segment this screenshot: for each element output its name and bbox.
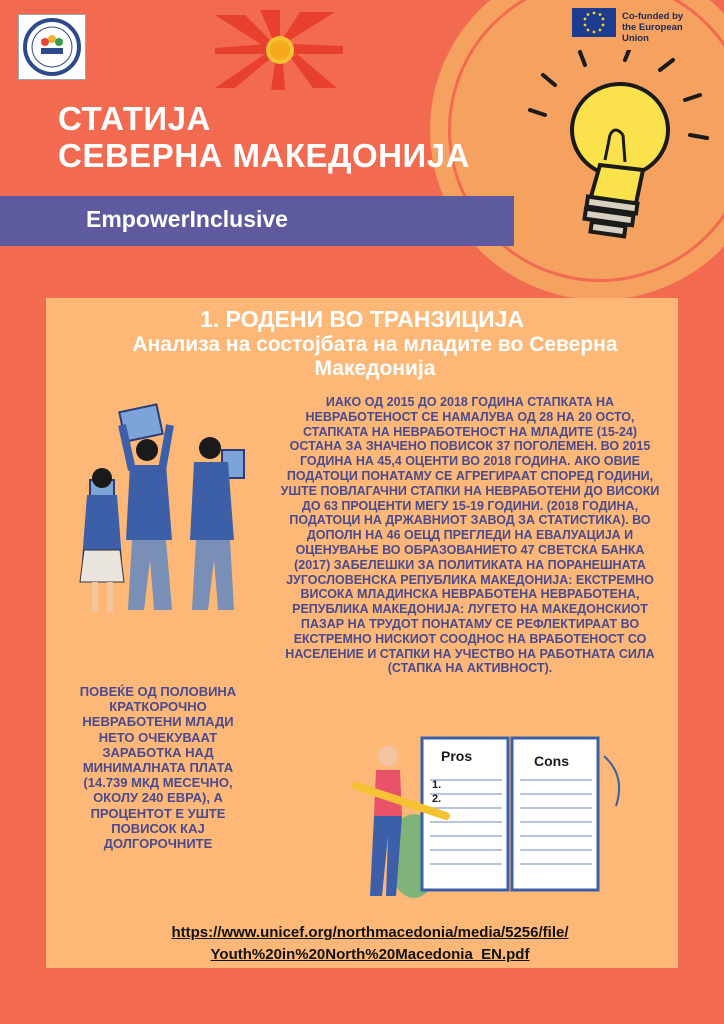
pros-label: Pros: [441, 748, 473, 764]
title-line-1: СТАТИЈА: [58, 100, 211, 137]
source-link-line-2[interactable]: Youth%20in%20North%20Macedonia_EN.pdf: [210, 946, 530, 963]
pros-item-1: 1.: [432, 779, 442, 791]
article-body: ИАКО ОД 2015 ДО 2018 ГОДИНА СТАПКАТА НА НЕВРАБОТЕНОСТ СЕ НАМАЛУВА ОД 28 НА 20 ОСТО, СТАПКАТА НА НЕВРАБОТЕНОСТ НА МЛАДИТЕ (15-24) ОСТАНА ЗА ЗНАЧЕНО ПОВИСОК 37 ПОГОЛЕМЕН. ВО 2015 ГОДИНА НА 45,4 ОЦЕНТИ ВО 2018 ГОДИНА. АКО ОВИЕ ПОДАТОЦИ ПОНАТАМУ СЕ АГРЕГИРААТ СПОРЕД ГОДИНИ, УШТЕ ПОВЛАГАЧНИ СТАПКИ НА НЕВРАБОТЕНИ ДО ВИСОКИ ДО 63 ПРОЦЕНТИ МЕГУ 15-19 ГОДИНИ. (2018 ГОДИНА, ПОДАТОЦИ НА ДРЖАВНИОТ ЗАВОД ЗА СТАТИСТИКА). ВО ДОПОЛН НА 46 ОЕЦД ПРЕГЛЕДИ НА ЕВАЛУАЦИЈА И ОЦЕНУВАЊЕ ВО ОБРАЗОВАНИЕТО 47 СВЕТСКА БАНКА (2017) ЗАБЕЛЕШКИ ЗА ПОЛИТИКАТА НА ПОРАНЕШНАТА ЈУГОСЛОВЕНСКА РЕПУБЛИКА МАКЕДОНИЈА: ЕКСТРЕМНО ВИСОКА МЛАДИНСКА НЕВРАБОТЕНА НЕВРАБОТЕНА, РЕПУБЛИКА МАКЕДОНИЈА: ЛУГЕТО НА МАКЕДОНСКИОТ ПАЗАР НА ТРУДОТ ПОНАТАМУ СЕ РЕФЛЕКТИРААТ ВО ЕКСТРЕМНО НИСКИОТ СООДНОC НА ВРАБОТЕНОСТ СО НАСЕЛЕНИЕ И СТАПКИ НА УЧЕСТВО НА РАБОТНАТА СИЛА (СТАПКА НА АКТИВНОСТ).: [280, 395, 660, 676]
page-title: [58, 100, 470, 174]
title-line-2: СЕВЕРНА МАКЕДОНИЈА: [58, 137, 470, 174]
source-link[interactable]: [100, 922, 640, 966]
section-heading: 1. РОДЕНИ ВО ТРАНЗИЦИЈА: [199, 306, 525, 332]
pros-item-2: 2.: [432, 793, 442, 805]
empower-inclusive-logo-icon: [19, 15, 85, 79]
lightbulb-icon: [525, 50, 715, 240]
students-illustration: [62, 400, 262, 630]
source-link-line-1[interactable]: https://www.unicef.org/northmacedonia/media/5256/file/: [171, 924, 569, 941]
eu-label: Co-funded by the European Union: [622, 11, 684, 44]
macedonian-flag-icon: [215, 10, 345, 90]
section-subheading: Анализа на состојбата на младите во Северна Македонија: [132, 333, 618, 380]
eu-flag-icon: [572, 8, 616, 37]
project-name: EmpowerInclusive: [86, 206, 288, 232]
pros-cons-notebook-illustration: [336, 726, 636, 916]
side-note: ПОВЕЌЕ ОД ПОЛОВИНА КРАТКОРОЧНО НЕВРАБОТЕНИ МЛАДИ НЕТО ОЧЕКУВААТ ЗАРАБОТКА НАД МИНИМАЛНАТА ПЛАТА (14.739 МКД МЕСЕЧНО, ОКОЛУ 240 ЕВРА), А ПРОЦЕНТОТ Е УШТЕ ПОВИСОК КАЈ ДОЛГОРОЧНИТЕ: [79, 684, 237, 852]
empower-inclusive-logo: [18, 14, 86, 80]
eu-cofunded-badge: [572, 8, 712, 44]
cons-label: Cons: [534, 753, 569, 769]
